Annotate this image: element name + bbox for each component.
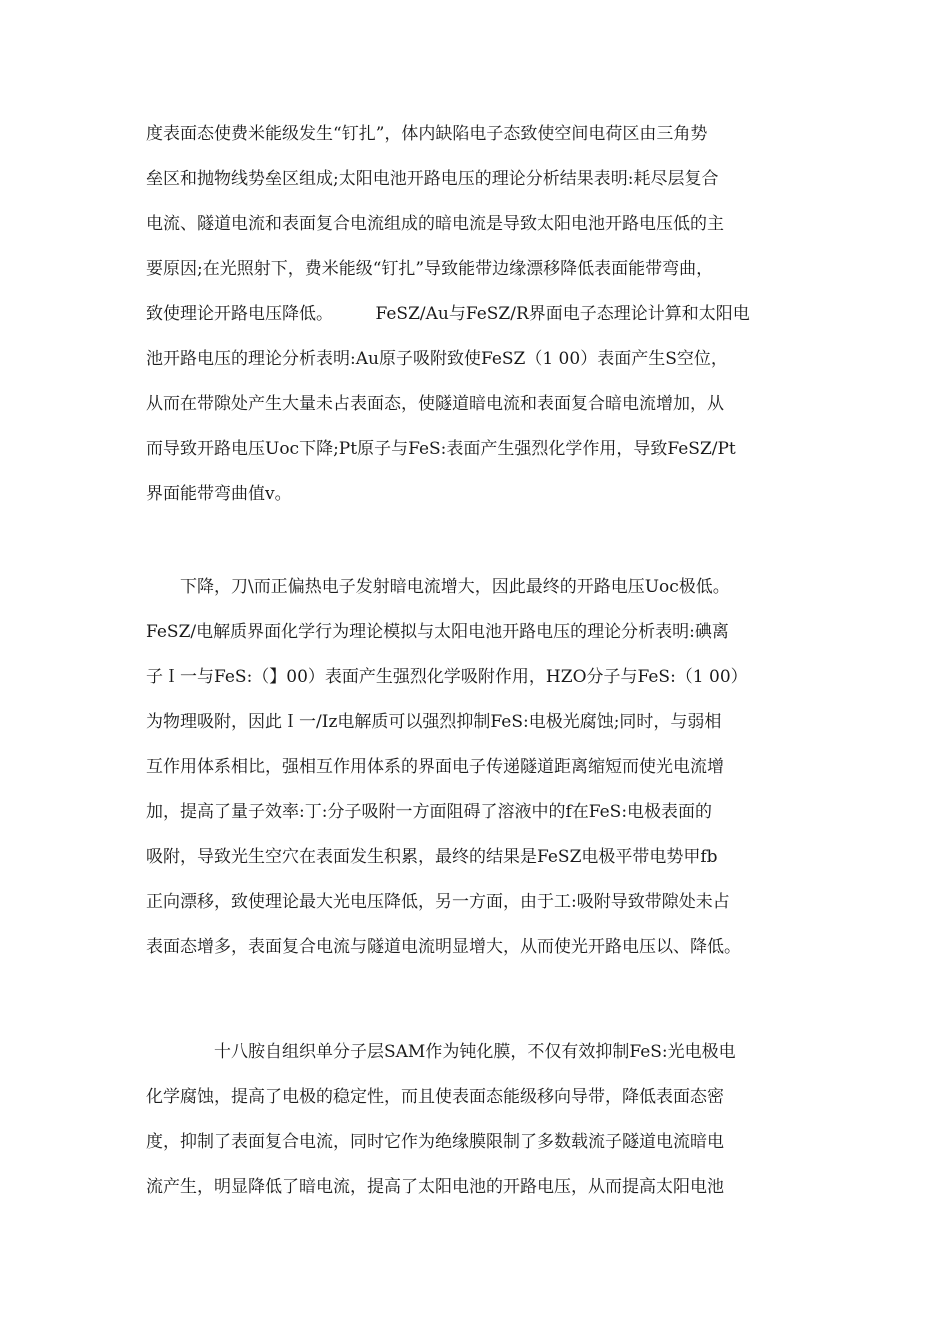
text-line: 表面态增多，表面复合电流与隧道电流明显增大，从而使光开路电压以、降低。 (146, 937, 741, 957)
text-line: 要原因;在光照射下，费米能级“钉扎”导致能带边缘漂移降低表面能带弯曲， (146, 259, 714, 279)
text-line: 十八胺自组织单分子层SAM作为钝化膜，不仅有效抑制FeS:光电极电 (146, 1042, 736, 1062)
text-line: 电流、隧道电流和表面复合电流组成的暗电流是导致太阳电池开路电压低的主 (146, 214, 724, 234)
paragraph-3 (146, 1030, 806, 1210)
text-line: 致使理论开路电压降低。 FeSZ/Au与FeSZ/R界面电子态理论计算和太阳电 (146, 304, 750, 324)
text-line: 度表面态使费米能级发生“钉扎”，体内缺陷电子态致使空间电荷区由三角势 (146, 124, 708, 144)
text-line: 为物理吸附，因此Ｉ一/Iz电解质可以强烈抑制FeS:电极光腐蚀;同时，与弱相 (146, 712, 722, 732)
text-line: 加，提高了量子效率:丁:分子吸附一方面阻碍了溶液中的f在FeS:电极表面的 (146, 802, 713, 822)
text-line: 流产生，明显降低了暗电流，提高了太阳电池的开路电压，从而提高太阳电池 (146, 1177, 724, 1197)
text-line: 吸附，导致光生空穴在表面发生积累，最终的结果是FeSZ电极平带电势甲fb (146, 847, 718, 867)
text-line: 子Ｉ一与FeS:（】00）表面产生强烈化学吸附作用，HZO分子与FeS:（1 00） (146, 667, 748, 687)
paragraph-1 (146, 112, 806, 517)
paragraph-2 (146, 565, 806, 970)
text-line: 而导致开路电压Uoc下降;Pt原子与FeS:表面产生强烈化学作用，导致FeSZ/Pt (146, 439, 736, 459)
text-line: 互作用体系相比，强相互作用体系的界面电子传递隧道距离缩短而使光电流增 (146, 757, 724, 777)
text-line: 正向漂移，致使理论最大光电压降低，另一方面，由于工:吸附导致带隙处未占 (146, 892, 730, 912)
text-line: 垒区和抛物线势垒区组成;太阳电池开路电压的理论分析结果表明:耗尽层复合 (146, 169, 719, 189)
text-line: 从而在带隙处产生大量未占表面态，使隧道暗电流和表面复合暗电流增加，从 (146, 394, 724, 414)
text-line: 池开路电压的理论分析表明:Au原子吸附致使FeSZ（1 00）表面产生S空位， (146, 349, 728, 369)
text-line: 化学腐蚀，提高了电极的稳定性，而且使表面态能级移向导带，降低表面态密 (146, 1087, 724, 1107)
text-line: 界面能带弯曲值v。 (146, 484, 292, 504)
text-line: 度，抑制了表面复合电流，同时它作为绝缘膜限制了多数载流子隧道电流暗电 (146, 1132, 724, 1152)
text-line: FeSZ/电解质界面化学行为理论模拟与太阳电池开路电压的理论分析表明:碘离 (146, 622, 729, 642)
text-line: 下降，刀\而正偏热电子发射暗电流增大，因此最终的开路电压Uoc极低。 (146, 577, 730, 597)
